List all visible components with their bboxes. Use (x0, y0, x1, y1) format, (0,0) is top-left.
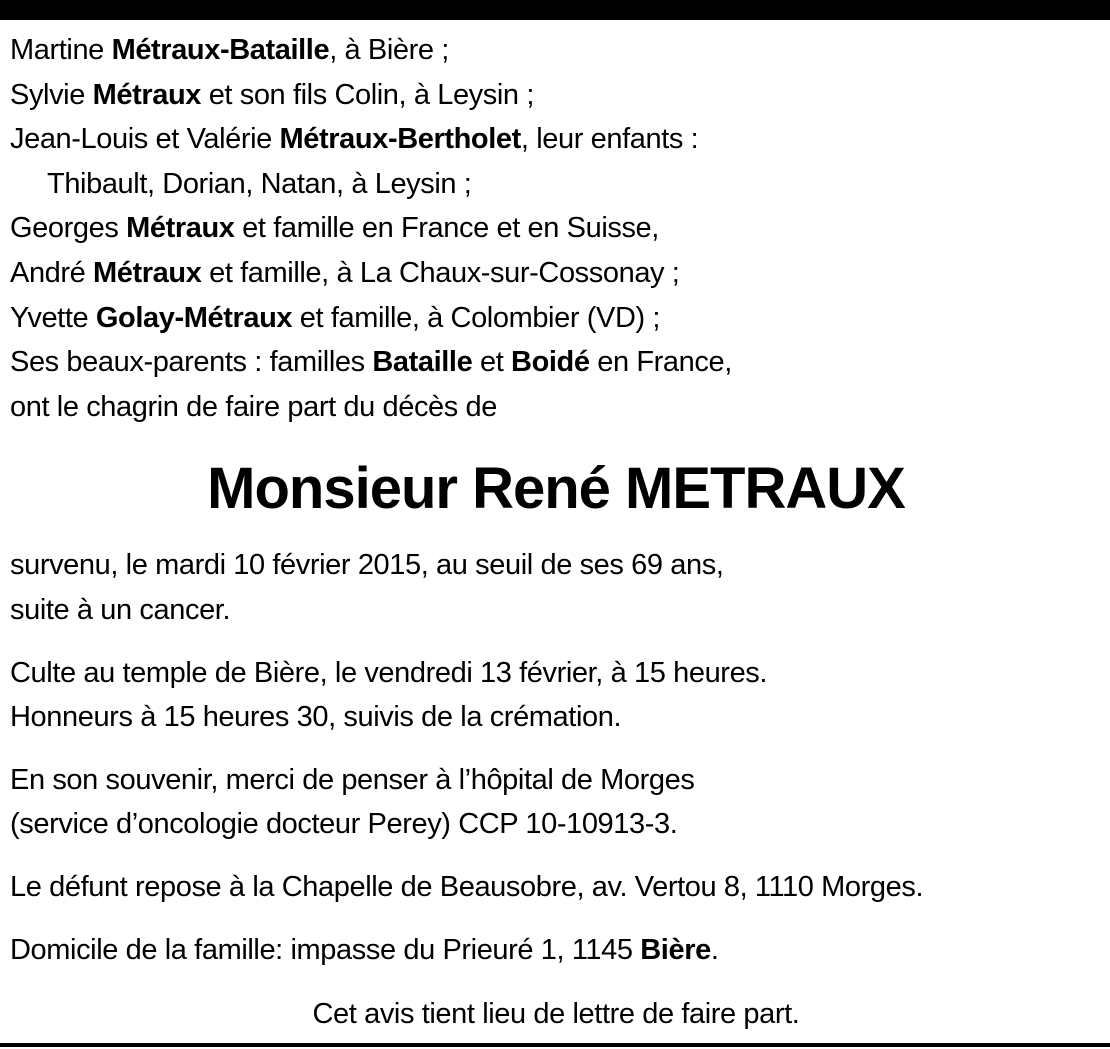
family-surname: Métraux (92, 78, 202, 111)
family-line (10, 296, 1102, 341)
family-line (10, 28, 1102, 73)
memorial-line: (service d’oncologie docteur Perey) CCP 10-10913-3. (10, 808, 678, 841)
circumstances-line: survenu, le mardi 10 février 2015, au seuil de ses 69 ans, (10, 549, 724, 582)
family-member-text: Georges (10, 212, 127, 245)
domicile-punctuation: . (710, 933, 719, 966)
family-location-text: et famille, à La Chaux-sur-Cossonay ; (201, 256, 680, 289)
in-laws-conjunction: et (472, 346, 512, 379)
family-list (10, 28, 1102, 429)
family-surname: Métraux (126, 212, 235, 245)
family-member-text: Yvette (10, 301, 96, 334)
domicile-address-text: Domicile de la famille: impasse du Prieuré 1, 1145 (10, 933, 641, 966)
family-member-text: Martine (10, 34, 112, 66)
family-member-text: Sylvie (10, 78, 93, 111)
domicile-place: Bière (640, 933, 711, 966)
service-paragraph (10, 651, 1102, 740)
service-line: Culte au temple de Bière, le vendredi 13 février, à 15 heures. (10, 656, 768, 689)
in-laws-text: Ses beaux-parents : familles (10, 346, 373, 379)
family-location-text: , à Bière ; (329, 34, 449, 66)
in-laws-surname: Bataille (372, 346, 473, 379)
family-surname: Golay-Métraux (95, 301, 293, 334)
family-location-text: et son fils Colin, à Leysin ; (201, 78, 534, 111)
obituary-notice (10, 28, 1102, 1037)
children-names-text: Thibault, Dorian, Natan, à Leysin ; (47, 167, 472, 200)
in-laws-line (10, 340, 1102, 385)
family-line-children (10, 162, 1102, 207)
closing-line: Cet avis tient lieu de lettre de faire part. (312, 998, 800, 1031)
family-location-text: et famille en France et en Suisse, (234, 212, 659, 245)
family-member-text: André (10, 256, 94, 289)
family-surname: Métraux (93, 256, 202, 289)
family-location-text: et famille, à Colombier (VD) ; (292, 301, 661, 334)
family-member-text: Jean-Louis et Valérie (10, 123, 280, 156)
family-line (10, 251, 1102, 296)
in-laws-location-text: en France, (589, 346, 732, 379)
memorial-paragraph (10, 758, 1102, 847)
family-line (10, 206, 1102, 251)
in-laws-surname: Boidé (511, 346, 590, 379)
family-location-text: , leur enfants : (520, 123, 699, 156)
memorial-line: En son souvenir, merci de penser à l’hôpital de Morges (10, 763, 695, 796)
family-line (10, 117, 1102, 162)
service-line: Honneurs à 15 heures 30, suivis de la crémation. (10, 701, 622, 734)
rests-at-line: Le défunt repose à la Chapelle de Beausobre, av. Vertou 8, 1110 Morges. (10, 870, 924, 903)
family-surname: Métraux-Bertholet (279, 123, 521, 156)
announcement-line: ont le chagrin de faire part du décès de (10, 390, 497, 423)
deceased-name: Monsieur René METRAUX (207, 456, 905, 522)
domicile-line (10, 928, 1102, 973)
top-border-rule (0, 0, 1110, 20)
family-line (10, 73, 1102, 118)
circumstances-line: suite à un cancer. (10, 593, 231, 626)
bottom-border-rule (0, 1043, 1110, 1047)
circumstances-paragraph (10, 543, 1102, 632)
family-surname: Métraux-Bataille (111, 34, 330, 66)
